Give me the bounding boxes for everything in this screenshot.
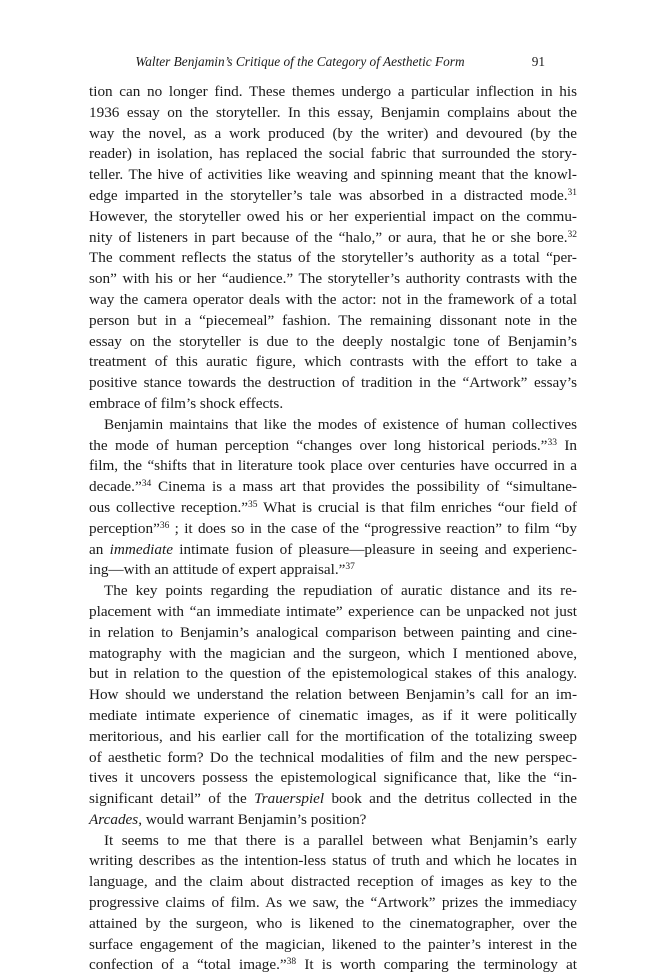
running-header — [95, 52, 545, 72]
paragraph — [89, 831, 577, 976]
text-segment: It seems to me that there is a parallel between what Benjamin’s early — [104, 831, 577, 849]
text-line — [89, 207, 577, 228]
italic-text: Trauerspiel — [254, 790, 325, 808]
text-segment: but in relation to the question of the epistemological stakes of this analogy. — [89, 665, 577, 683]
text-segment: meritorious, and his earlier call for the mortification of the totalizing sweep — [89, 727, 577, 745]
text-line — [89, 248, 577, 269]
text-line — [89, 623, 577, 644]
text-segment: language, and the claim about distracted reception of images as key to the — [89, 873, 577, 891]
footnote-marker: 33 — [547, 437, 557, 448]
text-segment: ; it does so in the case of the “progressive reaction” to film “by — [169, 519, 577, 537]
italic-text: immediate — [109, 540, 173, 558]
text-segment: ing—with an attitude of expert appraisal.” — [89, 561, 346, 579]
text-line — [89, 456, 577, 477]
text-segment: of aesthetic form? Do the technical modalities of film and the new perspec- — [89, 748, 577, 766]
text-segment: How should we understand the relation between Benjamin’s call for an im- — [89, 686, 577, 704]
text-line — [89, 498, 577, 519]
text-segment: son” with his or her “audience.” The storyteller’s authority contrasts with the — [89, 270, 577, 288]
text-segment: nity of listeners in part because of the “halo,” or aura, that he or she bore. — [89, 228, 568, 246]
text-line — [89, 144, 577, 165]
text-segment: embrace of film’s shock effects. — [89, 394, 284, 412]
text-line — [89, 581, 577, 602]
text-line — [89, 685, 577, 706]
text-line — [89, 394, 577, 415]
text-segment: way the camera operator deals with the actor: not in the framework of a total — [89, 290, 577, 308]
text-line — [89, 290, 577, 311]
text-segment: It is worth comparing the terminology at — [296, 956, 577, 974]
text-segment: However, the storyteller owed his or her experiential impact on the commu- — [89, 207, 577, 225]
paragraph — [89, 581, 577, 831]
text-line — [89, 893, 577, 914]
text-line — [89, 706, 577, 727]
text-segment: placement with “an immediate intimate” experience can be unpacked not just — [89, 602, 577, 620]
text-segment: Benjamin maintains that like the modes of existence of human collectives — [104, 415, 577, 433]
text-segment: matography with the magician and the surgeon, which I mentioned above, — [89, 644, 577, 662]
text-segment: tion can no longer find. These themes undergo a particular inflection in his — [89, 83, 577, 100]
text-segment: confection of a “total image.” — [89, 956, 287, 974]
text-segment: ous collective reception.” — [89, 498, 248, 516]
text-line — [89, 935, 577, 956]
text-segment: person but in a “piecemeal” fashion. The remaining dissonant note in the — [89, 311, 577, 329]
text-segment: mediate intimate experience of cinematic images, as if it were politically — [89, 706, 577, 724]
text-line — [89, 82, 577, 103]
text-segment: decade.” — [89, 478, 142, 496]
text-segment: book and the detritus collected in the — [324, 790, 577, 808]
text-segment: What is crucial is that film enriches “our field of — [257, 498, 577, 516]
text-line — [89, 311, 577, 332]
text-segment: tives it uncovers possess the epistemological significance that, like the “in- — [89, 769, 577, 787]
text-line — [89, 768, 577, 789]
text-line — [89, 872, 577, 893]
text-line — [89, 789, 577, 810]
text-segment: attained by the surgeon, who is likened to the cinematographer, over the — [89, 914, 577, 932]
text-line — [89, 352, 577, 373]
text-segment: significant detail” of the — [89, 790, 255, 808]
text-line — [89, 540, 577, 561]
footnote-marker: 36 — [159, 520, 170, 531]
text-segment: film, the “shifts that in literature took place over centuries have occurred in a — [89, 457, 577, 475]
text-line — [89, 602, 577, 623]
text-line — [89, 831, 577, 852]
text-line — [89, 644, 577, 665]
text-segment: Cinema is a mass art that provides the possibility of “simultane- — [151, 478, 577, 496]
text-line — [89, 415, 577, 436]
footnote-marker: 37 — [345, 562, 355, 573]
text-segment: treatment of this auratic figure, which contrasts with the effort to take a — [89, 353, 577, 371]
text-line — [89, 124, 577, 145]
body-text — [89, 82, 577, 976]
text-line — [89, 186, 577, 207]
paragraph — [89, 82, 577, 415]
text-segment: In — [556, 436, 577, 454]
text-segment: teller. The hive of activities like weaving and spinning meant that the knowl- — [89, 166, 577, 184]
text-line — [89, 955, 577, 976]
text-segment: the mode of human perception “changes over long historical periods.” — [89, 436, 548, 454]
text-line — [89, 228, 577, 249]
text-line — [89, 477, 577, 498]
text-line — [89, 269, 577, 290]
footnote-marker: 31 — [567, 187, 577, 198]
page-number: 91 — [531, 54, 545, 69]
footnote-marker: 38 — [286, 957, 297, 968]
footnote-marker: 32 — [567, 229, 577, 240]
paragraph — [89, 415, 577, 581]
text-segment: an — [89, 540, 110, 558]
text-line — [89, 851, 577, 872]
text-segment: surface engagement of the magician, likened to the painter’s interest in the — [89, 935, 577, 953]
text-segment: writing describes as the intention-less status of truth and which he locates in — [89, 852, 577, 870]
text-segment: 1936 essay on the storyteller. In this essay, Benjamin complains about the — [89, 103, 577, 121]
text-line — [89, 373, 577, 394]
text-line — [89, 748, 577, 769]
text-segment: , would warrant Benjamin’s position? — [138, 810, 367, 828]
text-line — [89, 727, 577, 748]
text-line — [89, 519, 577, 540]
text-line — [89, 332, 577, 353]
text-segment: The comment reflects the status of the storyteller’s authority as a total “per- — [89, 249, 577, 267]
text-line — [89, 436, 577, 457]
text-segment: intimate fusion of pleasure—pleasure in seeing and experienc- — [172, 540, 577, 558]
text-line — [89, 165, 577, 186]
text-segment: perception” — [89, 519, 160, 537]
italic-text: Arcades — [89, 810, 139, 828]
text-line — [89, 560, 577, 581]
text-line — [89, 664, 577, 685]
text-segment: reader) in isolation, has replaced the social fabric that surrounded the story- — [89, 145, 577, 163]
running-title: Walter Benjamin’s Critique of the Category of Aesthetic Form — [135, 54, 465, 69]
text-segment: progressive claims of film. As we saw, the “Artwork” prizes the immediacy — [89, 894, 577, 912]
text-segment: in relation to Benjamin’s analogical comparison between painting and cine- — [89, 623, 577, 641]
footnote-marker: 34 — [141, 479, 152, 490]
text-segment: positive stance towards the destruction of tradition in the “Artwork” essay’s — [89, 374, 577, 392]
text-segment: way the novel, as a work produced (by the writer) and devoured (by the — [89, 124, 577, 142]
footnote-marker: 35 — [248, 499, 258, 510]
text-line — [89, 914, 577, 935]
text-line — [89, 810, 577, 831]
text-segment: The key points regarding the repudiation of auratic distance and its re- — [104, 582, 577, 600]
text-line — [89, 103, 577, 124]
text-segment: edge imparted in the storyteller’s tale was absorbed in a distracted mode. — [89, 186, 568, 204]
text-segment: essay on the storyteller is due to the deeply nostalgic tone of Benjamin’s — [89, 332, 577, 350]
